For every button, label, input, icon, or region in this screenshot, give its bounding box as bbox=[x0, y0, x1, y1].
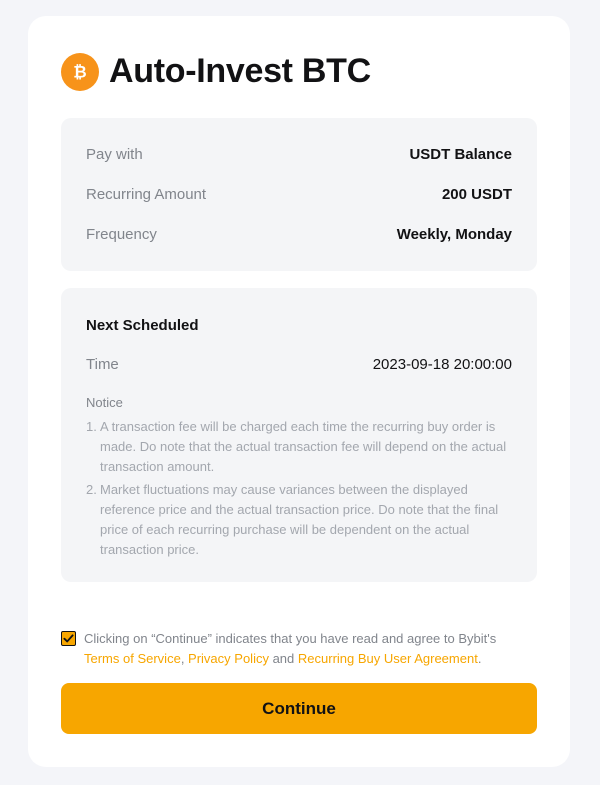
order-summary-panel bbox=[61, 118, 537, 271]
bitcoin-icon bbox=[61, 53, 99, 91]
next-scheduled-title: Next Scheduled bbox=[86, 317, 199, 334]
agreement-separator: and bbox=[268, 650, 298, 666]
notice-number: 2. bbox=[86, 482, 97, 497]
notice-text: A transaction fee will be charged each time the recurring buy order is made. Do note that the actual transaction fee will depend on the actual transaction amount. bbox=[100, 419, 507, 474]
privacy-policy-link[interactable]: Privacy Policy bbox=[188, 650, 269, 666]
recurring-buy-agreement-link[interactable]: Recurring Buy User Agreement bbox=[297, 650, 478, 666]
page-header bbox=[61, 52, 371, 91]
notice-title: Notice bbox=[86, 395, 123, 410]
agreement-checkbox[interactable] bbox=[61, 631, 76, 646]
time-label: Time bbox=[86, 356, 119, 373]
terms-of-service-link[interactable]: Terms of Service bbox=[84, 650, 181, 666]
pay-with-value: USDT Balance bbox=[409, 146, 512, 163]
agreement-separator: , bbox=[180, 650, 189, 666]
recurring-amount-label: Recurring Amount bbox=[86, 186, 207, 203]
notice-number: 1. bbox=[86, 419, 97, 434]
svg-text:₿: ₿ bbox=[73, 62, 87, 81]
frequency-label: Frequency bbox=[86, 226, 157, 243]
agreement-end: . bbox=[477, 650, 482, 666]
recurring-amount-row bbox=[86, 186, 512, 203]
agreement-intro: Clicking on “Continue” indicates that you have read and agree to Bybit's bbox=[84, 631, 497, 646]
recurring-amount-value: 200 USDT bbox=[441, 186, 512, 203]
notice-text: Market fluctuations may cause variances between the displayed reference price and the actual transaction price. Do note that the final price of each recurring purchase will be dependent on the actual transaction price. bbox=[100, 482, 499, 557]
pay-with-row bbox=[86, 146, 512, 163]
notice-item bbox=[86, 480, 507, 560]
frequency-value: Weekly, Monday bbox=[396, 226, 512, 243]
notice-list bbox=[86, 417, 507, 563]
agreement-text bbox=[84, 629, 531, 668]
auto-invest-card bbox=[28, 16, 570, 767]
next-scheduled-panel bbox=[61, 288, 537, 582]
page-title: Auto-Invest BTC bbox=[109, 52, 371, 90]
time-value: 2023-09-18 20:00:00 bbox=[372, 356, 512, 373]
agreement-row bbox=[61, 629, 531, 668]
checkmark-icon bbox=[63, 633, 74, 644]
continue-button[interactable]: Continue bbox=[61, 683, 537, 734]
notice-item bbox=[86, 417, 507, 477]
frequency-row bbox=[86, 226, 512, 243]
time-row bbox=[86, 356, 512, 373]
pay-with-label: Pay with bbox=[86, 146, 143, 163]
